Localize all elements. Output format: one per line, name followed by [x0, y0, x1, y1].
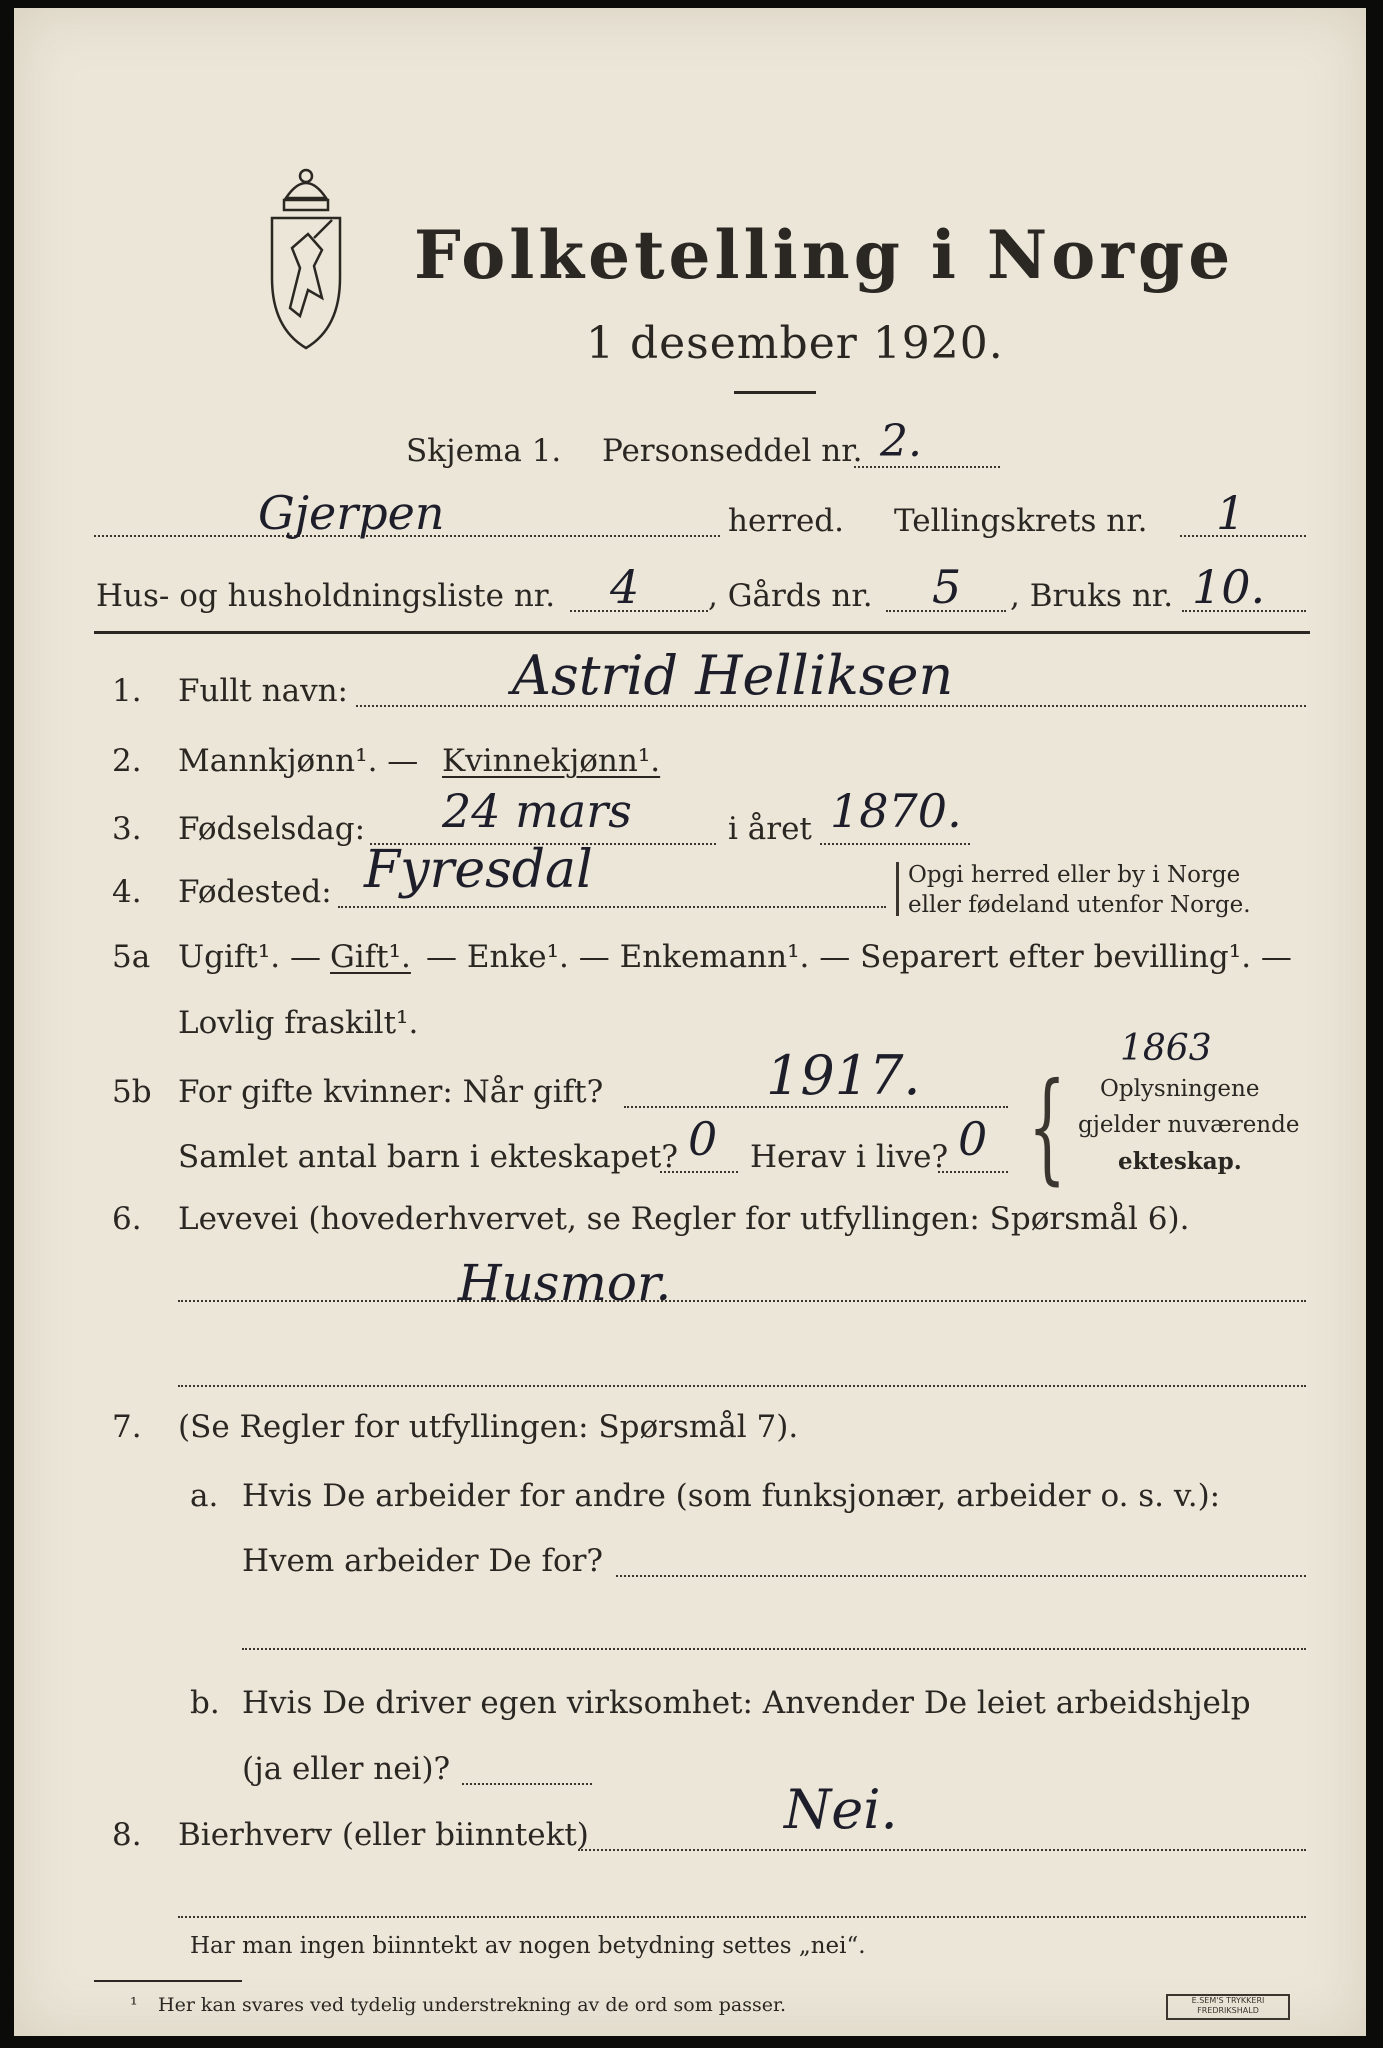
ugift-option[interactable]: Ugift¹. — [178, 939, 321, 975]
ekteskap-note-brace: { [1028, 1058, 1067, 1197]
fodested-label: Fødested: [178, 874, 332, 910]
naar-gift-value[interactable]: 1917. [766, 1044, 921, 1107]
bierhverv-line-1 [578, 1849, 1306, 1851]
q6-number: 6. [112, 1201, 142, 1237]
antal-barn-line [660, 1171, 738, 1173]
hvem-arbeider-line-2[interactable] [242, 1648, 1306, 1650]
herred-value[interactable]: Gjerpen [258, 486, 445, 540]
printer-stamp-line1: E.SEM'S TRYKKERI [1191, 1996, 1265, 2005]
levevei-value[interactable]: Husmor. [458, 1254, 672, 1312]
herred-label: herred. [728, 503, 844, 539]
title-divider [734, 391, 816, 394]
q7-number: 7. [112, 1409, 142, 1445]
q1-number: 1. [112, 673, 142, 709]
fullt-navn-value[interactable]: Astrid Helliksen [512, 644, 954, 707]
hus-value[interactable]: 4 [610, 560, 640, 614]
bruks-value[interactable]: 10. [1192, 560, 1266, 614]
fraskilt-option[interactable]: Lovlig fraskilt¹. [178, 1005, 419, 1041]
levevei-line-1 [178, 1300, 1306, 1302]
q7a-letter: a. [190, 1478, 219, 1514]
coat-of-arms-icon [256, 158, 356, 353]
personseddel-label: Personseddel nr. [602, 433, 863, 469]
fodselsdag-value[interactable]: 24 mars [442, 784, 632, 838]
q7-label: (Se Regler for utfyllingen: Spørsmål 7). [178, 1409, 799, 1445]
ekteskap-note-line1: Oplysningene [1100, 1076, 1260, 1102]
q5b-number: 5b [112, 1074, 152, 1110]
ekteskap-note-line3: ekteskap. [1118, 1148, 1242, 1175]
i-live-value[interactable]: 0 [958, 1112, 988, 1166]
tellingskrets-value[interactable]: 1 [1216, 486, 1246, 540]
footnote-rule [94, 1980, 242, 1982]
biinntekt-note: Har man ingen biinntekt av nogen betydning settes „nei“. [190, 1933, 866, 1959]
tellingskrets-label: Tellingskrets nr. [894, 503, 1148, 539]
ekteskap-note-line2: gjelder nuværende [1078, 1112, 1300, 1138]
q5a-number: 5a [112, 939, 151, 975]
bierhverv-label: Bierhverv (eller biinntekt) [178, 1817, 589, 1853]
hvem-arbeider-label: Hvem arbeider De for? [242, 1543, 604, 1579]
hus-label: Hus- og husholdningsliste nr. [96, 578, 556, 614]
antal-barn-value[interactable]: 0 [688, 1112, 718, 1166]
personseddel-line [854, 466, 1000, 468]
levevei-label: Levevei (hovederhvervet, se Regler for utfyllingen: Spørsmål 6). [178, 1201, 1190, 1237]
census-form [14, 8, 1366, 2036]
ja-eller-nei-label: (ja eller nei)? [242, 1751, 451, 1787]
fodested-note-brace [896, 862, 899, 916]
header-rule [94, 631, 1310, 634]
naar-gift-label: For gifte kvinner: Når gift? [178, 1074, 604, 1110]
gards-value[interactable]: 5 [932, 560, 962, 614]
ja-eller-nei-line[interactable] [462, 1783, 592, 1785]
marginal-year-note: 1863 [1120, 1028, 1212, 1069]
gift-option[interactable]: Gift¹. [330, 939, 411, 975]
gards-label: , Gårds nr. [708, 578, 873, 614]
levevei-line-2 [178, 1385, 1306, 1387]
footnote-text: Her kan svares ved tydelig understrekning av de ord som passer. [158, 1994, 787, 2016]
antal-barn-label: Samlet antal barn i ekteskapet? [178, 1139, 678, 1175]
printer-stamp [1166, 1994, 1290, 2020]
fodested-value[interactable]: Fyresdal [364, 840, 593, 900]
personseddel-value[interactable]: 2. [880, 416, 922, 467]
i-live-label: Herav i live? [750, 1139, 949, 1175]
q7a-label: Hvis De arbeider for andre (som funksjonær, arbeider o. s. v.): [242, 1478, 1221, 1514]
q8-number: 8. [112, 1817, 142, 1853]
fodselsdag-label: Fødselsdag: [178, 811, 366, 847]
q7b-label: Hvis De driver egen virksomhet: Anvender De leiet arbeidshjelp [242, 1685, 1251, 1721]
census-date: 1 desember 1920. [586, 318, 1004, 369]
fullt-navn-label: Fullt navn: [178, 673, 348, 709]
q3-number: 3. [112, 811, 142, 847]
q4-number: 4. [112, 874, 142, 910]
skjema-label: Skjema 1. [406, 433, 562, 469]
i-live-line [938, 1171, 1008, 1173]
q7b-letter: b. [190, 1685, 220, 1721]
hvem-arbeider-line-1[interactable] [616, 1575, 1306, 1577]
bierhverv-value[interactable]: Nei. [784, 1778, 898, 1841]
fodested-note-line1: Opgi herred eller by i Norge [908, 862, 1241, 888]
footnote-mark: ¹ [130, 1994, 138, 2016]
aaret-line [820, 843, 970, 845]
mannkjonn-option[interactable]: Mannkjønn¹. — [178, 743, 419, 779]
aaret-label: i året [728, 811, 812, 847]
form-title: Folketelling i Norge [414, 216, 1235, 294]
kvinnekjonn-option[interactable]: Kvinnekjønn¹. [442, 743, 661, 779]
sivilstand-options[interactable]: — Enke¹. — Enkemann¹. — Separert efter bevilling¹. — [426, 939, 1292, 975]
fodested-line [338, 906, 886, 908]
fodested-note-line2: eller fødeland utenfor Norge. [908, 892, 1251, 918]
bruks-label: , Bruks nr. [1010, 578, 1174, 614]
aaret-value[interactable]: 1870. [830, 784, 962, 838]
bierhverv-line-2 [178, 1916, 1306, 1918]
printer-stamp-line2: FREDRIKSHALD [1197, 2006, 1259, 2015]
q2-number: 2. [112, 743, 142, 779]
